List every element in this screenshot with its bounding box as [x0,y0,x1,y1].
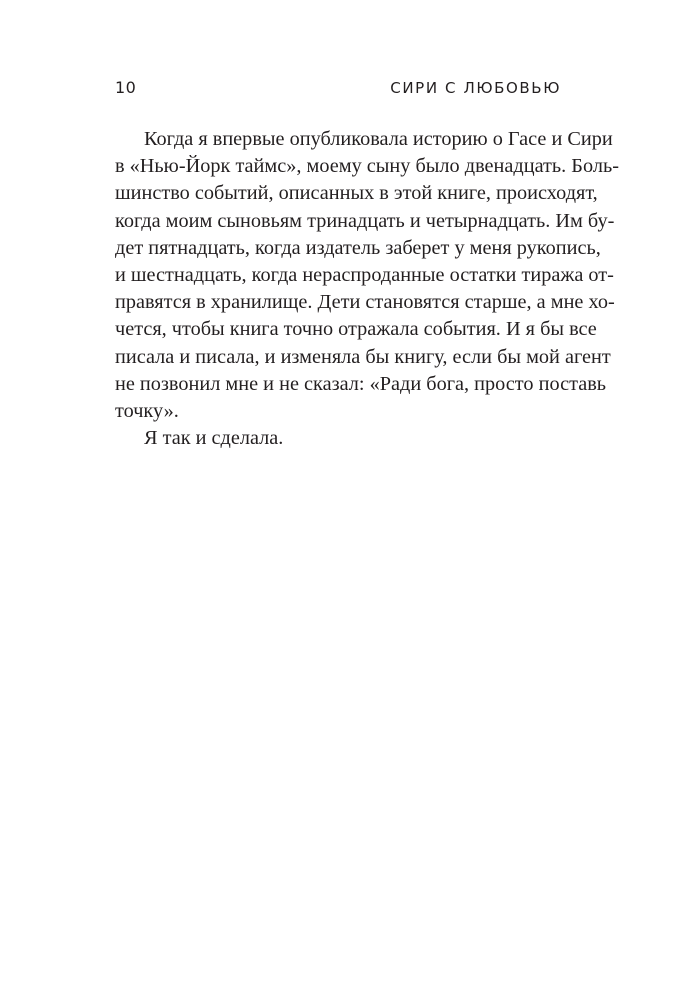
text-line: и шестнадцать, когда нераспроданные остатки тиража от- [115,263,614,286]
text-line: правятся в хранилище. Дети становятся старше, а мне хо- [115,291,615,314]
text-line: в «Нью-Йорк таймс», моему сыну было двенадцать. Боль- [115,155,619,178]
book-title: СИРИ С ЛЮБОВЬЮ [390,79,561,97]
text-line: Я так и сделала. [144,427,284,450]
running-head [115,78,561,104]
text-line: чется, чтобы книга точно отражала события. И я бы все [115,318,597,341]
text-line: точку». [115,399,179,422]
text-line: дет пятнадцать, когда издатель заберет у меня рукопись, [115,236,601,259]
paragraph-2 [115,425,561,452]
paragraph-1 [115,126,619,425]
text-line: шинство событий, описанных в этой книге, происходят, [115,182,598,205]
body-text [115,126,619,452]
text-line: когда моим сыновьям тринадцать и четырнадцать. Им бу- [115,209,615,232]
text-line: не позвонил мне и не сказал: «Ради бога, просто поставь [115,372,607,395]
text-line: писала и писала, и изменяла бы книгу, если бы мой агент [115,345,611,368]
page-number: 10 [115,78,137,97]
text-line: Когда я впервые опубликовала историю о Гасе и Сири [144,128,613,150]
